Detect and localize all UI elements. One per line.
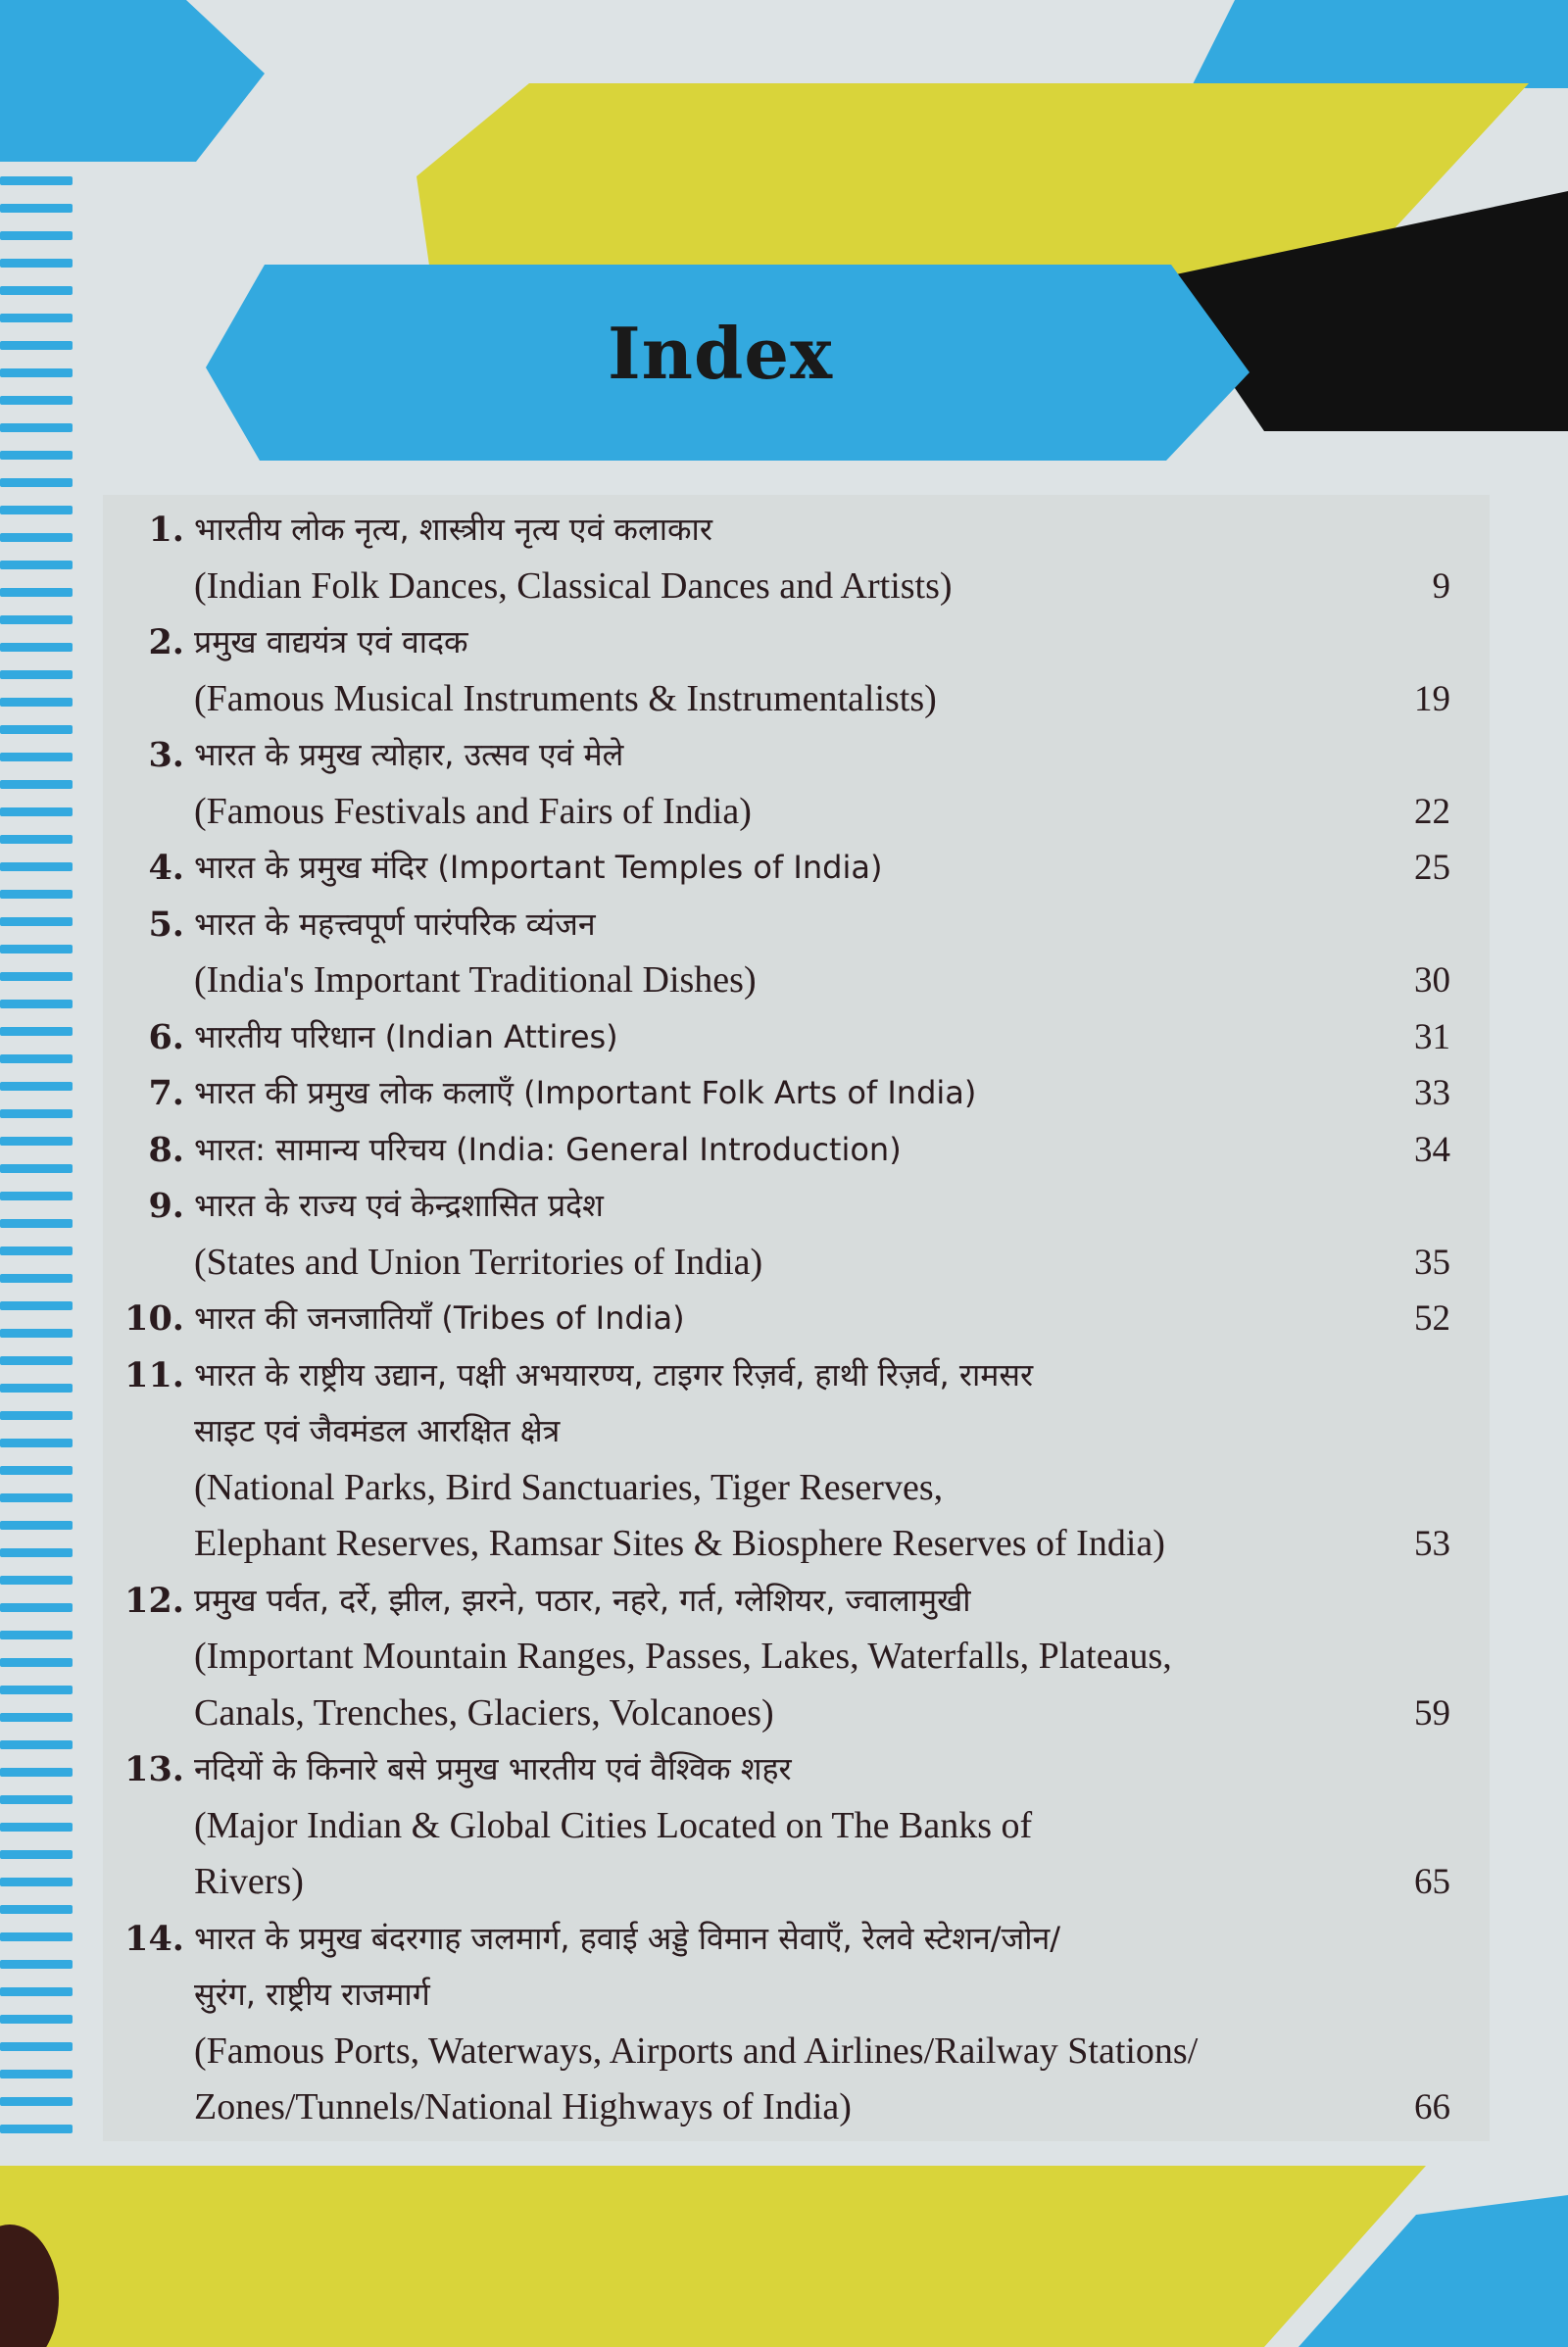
toc-line (108, 784, 1450, 841)
toc-entry (108, 1911, 1450, 2136)
entry-title: प्रमुख वाद्ययंत्र एवं वादक (194, 623, 468, 660)
entry-number: 11. (124, 1354, 184, 1395)
toc-line (108, 1178, 1450, 1235)
toc-line (108, 1741, 1450, 1798)
bottom-yellow-band (0, 2166, 1426, 2347)
entry-number: 4. (148, 848, 184, 888)
toc-line (108, 1291, 1450, 1347)
page-number: 35 (1414, 1242, 1450, 1283)
toc-entry (108, 897, 1450, 1009)
toc-entry (108, 1347, 1450, 1573)
entry-title: साइट एवं जैवमंडल आरक्षित क्षेत्र (194, 1412, 561, 1449)
entry-title: नदियों के किनारे बसे प्रमुख भारतीय एवं वैश्विक शहर (194, 1750, 792, 1787)
entry-title: भारत: सामान्य परिचय (India: General Introduction) (194, 1130, 902, 1168)
entry-title: भारत के प्रमुख मंदिर (Important Temples of India) (194, 849, 883, 886)
page-title: Index (607, 312, 834, 395)
toc-entry (108, 840, 1450, 897)
page-number: 59 (1414, 1692, 1450, 1734)
toc-line (108, 1009, 1450, 1066)
page-number: 66 (1414, 2087, 1450, 2127)
top-right-blue-shape (1191, 0, 1568, 88)
page-number: 53 (1414, 1524, 1450, 1564)
entry-title: भारत के राष्ट्रीय उद्यान, पक्षी अभयारण्य, टाइगर रिज़र्व, हाथी रिज़र्व, रामसर (194, 1355, 1034, 1394)
toc-line (108, 1573, 1450, 1630)
toc-line (108, 840, 1450, 897)
toc-line (108, 1854, 1450, 1911)
toc-line (108, 1235, 1450, 1292)
page-number: 65 (1414, 1862, 1450, 1902)
toc-line (108, 727, 1450, 784)
entry-number: 9. (148, 1186, 184, 1226)
entry-number: 1. (148, 510, 184, 550)
entry-title: भारत के महत्त्वपूर्ण पारंपरिक व्यंजन (194, 905, 596, 943)
entry-title: (Major Indian & Global Cities Located on The Banks of (194, 1804, 1033, 1846)
entry-number: 2. (148, 622, 184, 662)
entry-number: 5. (148, 904, 184, 945)
page-number: 30 (1414, 960, 1450, 1001)
entry-title: (India's Important Traditional Dishes) (194, 959, 757, 1001)
entry-number: 8. (148, 1129, 184, 1170)
entry-title: भारत के प्रमुख बंदरगाह जलमार्ग, हवाई अड्डे विमान सेवाएँ, रेलवे स्टेशन/जोन/ (194, 1919, 1061, 1957)
page-number: 19 (1414, 678, 1450, 719)
toc-entry (108, 502, 1450, 614)
toc-entry (108, 1009, 1450, 1066)
toc-line (108, 1065, 1450, 1122)
toc-entry (108, 1291, 1450, 1347)
toc-line (108, 1629, 1450, 1686)
toc-line (108, 1460, 1450, 1517)
entry-title: भारतीय लोक नृत्य, शास्त्रीय नृत्य एवं कलाकार (194, 511, 712, 548)
entry-title: प्रमुख पर्वत, दर्रे, झील, झरने, पठार, नहरे, गर्त, ग्लेशियर, ज्वालामुखी (194, 1581, 971, 1619)
entry-title: Zones/Tunnels/National Highways of India) (194, 2086, 852, 2127)
toc-line (108, 1798, 1450, 1855)
page-number: 22 (1414, 791, 1450, 832)
toc-line (108, 671, 1450, 728)
toc-line (108, 953, 1450, 1009)
toc-entry (108, 727, 1450, 840)
page-number: 34 (1414, 1129, 1450, 1170)
entry-title: (States and Union Territories of India) (194, 1241, 763, 1283)
toc-entry (108, 1178, 1450, 1291)
toc-line (108, 2024, 1450, 2080)
toc-line (108, 614, 1450, 671)
entry-title: (Famous Musical Instruments & Instrumentalists) (194, 677, 937, 719)
entry-title: Rivers) (194, 1861, 304, 1902)
entry-title: (Important Mountain Ranges, Passes, Lakes, Waterfalls, Plateaus, (194, 1636, 1172, 1677)
page-number: 25 (1414, 848, 1450, 888)
table-of-contents (108, 502, 1450, 2136)
entry-number: 12. (124, 1580, 184, 1621)
header-decoration (0, 0, 1568, 490)
entry-title: Canals, Trenches, Glaciers, Volcanoes) (194, 1691, 774, 1734)
entry-number: 7. (148, 1073, 184, 1113)
entry-number: 10. (124, 1298, 184, 1339)
toc-entry (108, 1741, 1450, 1911)
toc-line (108, 1347, 1450, 1404)
entry-title: भारतीय परिधान (Indian Attires) (194, 1017, 618, 1055)
entry-title: (Famous Festivals and Fairs of India) (194, 790, 752, 832)
toc-line (108, 502, 1450, 559)
entry-number: 14. (124, 1918, 184, 1959)
toc-line (108, 1911, 1450, 1968)
toc-line (108, 2079, 1450, 2136)
entry-title: सुरंग, राष्ट्रीय राजमार्ग (194, 1976, 430, 2013)
entry-title: भारत की जनजातियाँ (Tribes of India) (194, 1299, 685, 1337)
toc-line (108, 897, 1450, 953)
toc-entry (108, 614, 1450, 727)
entry-number: 6. (148, 1016, 184, 1057)
page-number: 9 (1432, 565, 1450, 607)
entry-number: 3. (148, 735, 184, 775)
entry-title: भारत के राज्य एवं केन्द्रशासित प्रदेश (194, 1187, 604, 1224)
entry-number: 13. (124, 1749, 184, 1789)
page-number: 33 (1414, 1073, 1450, 1113)
toc-line (108, 559, 1450, 615)
entry-title: Elephant Reserves, Ramsar Sites & Biosphere Reserves of India) (194, 1523, 1165, 1564)
toc-line (108, 1967, 1450, 2024)
page-number: 52 (1414, 1298, 1450, 1339)
page-number: 31 (1414, 1016, 1450, 1057)
toc-line (108, 1122, 1450, 1179)
toc-line (108, 1516, 1450, 1573)
spiral-binding (0, 176, 76, 2156)
top-left-blue-shape (0, 0, 265, 162)
entry-title: (National Parks, Bird Sanctuaries, Tiger Reserves, (194, 1466, 944, 1508)
toc-entry (108, 1065, 1450, 1122)
entry-title: भारत के प्रमुख त्योहार, उत्सव एवं मेले (194, 736, 624, 773)
toc-line (108, 1686, 1450, 1742)
footer-decoration (0, 2136, 1568, 2347)
toc-line (108, 1403, 1450, 1460)
toc-entry (108, 1122, 1450, 1179)
toc-entry (108, 1573, 1450, 1742)
entry-title: भारत की प्रमुख लोक कलाएँ (Important Folk Arts of India) (194, 1074, 977, 1111)
entry-title: (Indian Folk Dances, Classical Dances and Artists) (194, 564, 953, 607)
entry-title: (Famous Ports, Waterways, Airports and Airlines/Railway Stations/ (194, 2029, 1199, 2072)
